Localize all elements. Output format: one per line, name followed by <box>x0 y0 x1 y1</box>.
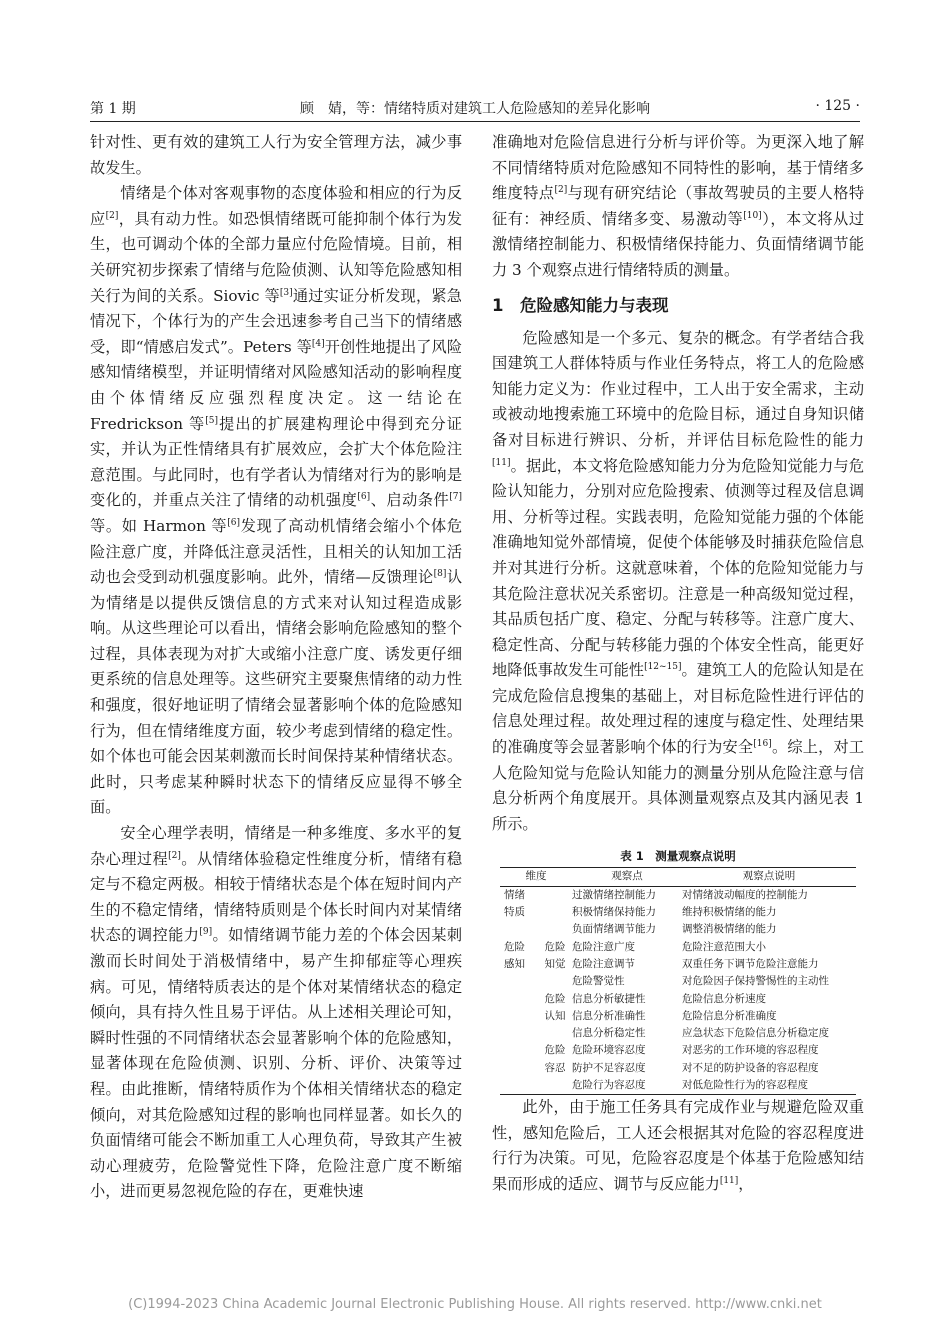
citation: [6] <box>357 492 371 503</box>
table-row <box>500 1060 856 1077</box>
sub-dimension-cell <box>538 973 572 990</box>
sub-dimension-cell <box>538 1077 572 1095</box>
observation-point-cell: 过激情绪控制能力 <box>572 888 656 901</box>
citation: [2] <box>105 210 119 221</box>
citation: [11] <box>719 1176 739 1187</box>
description-cell: 调整消极情绪的能力 <box>682 923 777 936</box>
description-cell: 对不足的防护设备的容忍程度 <box>682 1061 819 1074</box>
description-cell: 对情绪波动幅度的控制能力 <box>682 888 808 901</box>
dimension-cell <box>500 973 538 990</box>
observation-point-cell: 危险环境容忍度 <box>572 1044 646 1057</box>
dimension-cell: 特质 <box>504 906 525 919</box>
section-title: 危险感知能力与表现 <box>520 295 669 315</box>
citation: [7] <box>449 492 463 503</box>
dimension-cell: 感知 <box>504 957 525 970</box>
description-cell: 对危险因子保持警惕性的主动性 <box>682 975 829 988</box>
dimension-cell <box>500 991 538 1008</box>
table-caption: 表 1 测量观察点说明 <box>620 849 736 864</box>
sub-dimension-cell: 认知 <box>544 1009 566 1022</box>
sub-dimension-cell: 容忍 <box>544 1061 566 1074</box>
table-header: 观察点说明 <box>682 868 856 886</box>
table-row <box>500 973 856 990</box>
right-column <box>492 130 864 1198</box>
paragraph: 此外，由于施工任务具有完成作业与规避危险双重性，感知危险后，工人还会根据其对危险的容忍程度进行行为决策。可见，危险容忍度是个体基于危险感知结果而形成的适应、调节与反应能力[11]， <box>492 1098 864 1194</box>
observation-point-cell: 危险注意广度 <box>572 940 635 953</box>
dimension-cell <box>500 1060 538 1077</box>
table-row <box>500 1025 856 1042</box>
observation-point-cell: 危险行为容忍度 <box>572 1079 646 1091</box>
description-cell: 危险信息分析准确度 <box>682 1009 777 1022</box>
dimension-cell: 危险 <box>504 940 525 953</box>
observation-point-cell: 负面情绪调节能力 <box>572 923 656 936</box>
citation: [2] <box>168 850 181 861</box>
citation: [10] <box>743 210 762 221</box>
table-header: 观察点 <box>572 868 682 886</box>
sub-dimension-cell <box>538 921 572 938</box>
observation-point-cell: 危险警觉性 <box>572 975 625 988</box>
section-heading <box>492 293 864 319</box>
observation-point-cell: 信息分析敏捷性 <box>572 992 646 1005</box>
sub-dimension-cell: 知觉 <box>544 957 566 970</box>
observation-point-cell: 危险注意调节 <box>572 957 635 970</box>
sub-dimension-cell <box>538 886 572 904</box>
page-number: · 125 · <box>815 98 860 114</box>
dimension-cell <box>500 1025 538 1042</box>
description-cell: 双重任务下调节危险注意能力 <box>682 957 819 970</box>
table-row <box>500 1077 856 1095</box>
section-number: 1 <box>492 295 504 315</box>
paragraph: 安全心理学表明，情绪是一种多维度、多水平的复杂心理过程[2]。从情绪体验稳定性维度分析，情绪有稳定与不稳定两极。相较于情绪状态是个体在短时间内产生的不稳定情绪，情绪特质则是个体长时间内对某情绪状态的调控能力[9]。如情绪调节能力差的个体会因某刺激而长时间处于消极情绪中，易产生抑郁症等心理疾病。可见，情绪特质表达的是个体对某情绪状态的稳定倾向，具有持久性且易于评估。从上述相关理论可知，瞬时性强的不同情绪状态会显著影响个体的危险感知，显著体现在危险侦测、识别、分析、评价、决策等过程。由此推断，情绪特质作为个体相关情绪状态的稳定倾向，对其危险感知过程的影响也同样显著。如长久的负面情绪可能会不断加重工人心理负荷，导致其产生被动心理疲劳，危险警觉性下降，危险注意广度不断缩小，进而更易忽视危险的存在，更难快速 <box>90 824 463 1201</box>
table-row <box>500 904 856 921</box>
paragraph: 情绪是个体对客观事物的态度体验和相应的行为反应[2]，具有动力性。如恐惧情绪既可能抑制个体行为发生，也可调动个体的全部力量应付危险情境。目前，相关研究初步探索了情绪与危险侦测、认知等危险感知相关行为间的关系。Siovic 等[3]通过实证分析发现，紧急情况下，个体行为的产生会迅速参考自己当下的情绪感受，即“情感启发式”。Peters 等[4]开创性地提出了风险感知情绪模型，并证明情绪对风险感知活动的影响程度由个体情绪反应强烈程度决定。这一结论在 Fredrickson 等[5]提出的扩展建构理论中得到充分证实，并认为正性情绪具有扩展效应，会扩大个体危险注意范围。与此同时，也有学者认为情绪对行为的影响是变化的，并重点关注了情绪的动机强度[6]、启动条件[7]等。如 Harmon 等[6]发现了高动机情绪会缩小个体危险注意广度，并降低注意灵活性，且相关的认知加工活动也会受到动机强度影响。此外，情绪—反馈理论[8]认为情绪是以提供反馈信息的方式来对认知过程造成影响。从这些理论可以看出，情绪会影响危险感知的整个过程，具体表现为对扩大或缩小注意广度、诱发更仔细更系统的信息处理等。这些研究主要聚焦情绪的动力性和强度，很好地证明了情绪会显著影响个体的危险感知行为，但在情绪维度方面，较少考虑到情绪的稳定性。如个体也可能会因某刺激而长时间保持某种情绪状态。此时，只考虑某种瞬时状态下的情绪反应显得不够全面。 <box>90 184 463 817</box>
observation-point-cell: 信息分析稳定性 <box>572 1027 646 1040</box>
table-header: 维度 <box>500 868 572 886</box>
observation-point-cell: 积极情绪保持能力 <box>572 906 656 919</box>
measurement-table <box>500 867 856 1095</box>
description-cell: 对低危险性行为的容忍程度 <box>682 1079 808 1091</box>
dimension-cell <box>500 1008 538 1025</box>
table-row <box>500 921 856 938</box>
paragraph: 针对性、更有效的建筑工人行为安全管理方法，减少事故发生。 <box>90 133 462 177</box>
citation: [11] <box>492 457 511 468</box>
citation: [6] <box>227 517 241 528</box>
paragraph: 危险感知是一个多元、复杂的概念。有学者结合我国建筑工人群体特质与作业任务特点，将工人的危险感知能力定义为：作业过程中，工人出于安全需求，主动或被动地搜索施工环境中的危险目标，通过自身知识储备对目标进行辨识、分析，并评估目标危险性的能力[11]。据此，本文将危险感知能力分为危险知觉能力与危险认知能力，分别对应危险搜索、侦测等过程及信息调用、分析等过程。实践表明，危险知觉能力强的个体能准确地知觉外部情境，促使个体能够及时捕获危险信息并对其进行分析。这就意味着，个体的危险知觉能力与其危险注意状况关系密切。注意是一种高级知觉过程，其品质包括广度、稳定、分配与转移等。注意广度大、稳定性高、分配与转移能力强的个体安全性高，能更好地降低事故发生可能性[12~15]。建筑工人的危险认知是在完成危险信息搜集的基础上，对目标危险性进行评估的信息处理过程。故处理过程的速度与稳定性、处理结果的准确度等会显著影响个体的行为安全[16]。综上，对工人危险知觉与危险认知能力的测量分别从危险注意与信息分析两个角度展开。具体测量观察点及其内涵见表 1 所示。 <box>492 328 865 833</box>
citation: [16] <box>753 739 772 749</box>
sub-dimension-cell <box>538 904 572 921</box>
table-row <box>500 886 856 904</box>
observation-point-cell: 防护不足容忍度 <box>572 1061 646 1074</box>
citation: [5] <box>205 415 218 426</box>
description-cell: 应急状态下危险信息分析稳定度 <box>682 1027 829 1040</box>
description-cell: 维持积极情绪的能力 <box>682 906 777 919</box>
issue-number: 第 1 期 <box>90 101 136 117</box>
description-cell: 对恶劣的工作环境的容忍程度 <box>682 1044 819 1057</box>
table-row <box>500 956 856 973</box>
copyright-footer: (C)1994-2023 China Academic Journal Electronic Publishing House. All rights reserved. http://www.cnki.net <box>128 1297 822 1312</box>
table-header-row <box>500 868 856 886</box>
description-cell: 危险信息分析速度 <box>682 992 766 1005</box>
citation: [8] <box>433 569 447 580</box>
citation: [3] <box>279 287 293 298</box>
paragraph: 准确地对危险信息进行分析与评价等。为更深入地了解不同情绪特质对危险感知不同特性的影响，基于情绪多维度特点[2]与现有研究结论（事故驾驶员的主要人格特征有：神经质、情绪多变、易激动等[10]），本文将从过激情绪控制能力、积极情绪保持能力、负面情绪调节能力 3 个观察点进行情绪特质的测量。 <box>492 133 865 279</box>
table-row <box>500 1008 856 1025</box>
table-row <box>500 939 856 956</box>
sub-dimension-cell: 危险 <box>544 1044 566 1057</box>
sub-dimension-cell: 危险 <box>544 940 566 953</box>
citation: [9] <box>199 927 213 938</box>
description-cell: 危险注意范围大小 <box>682 940 766 953</box>
citation: [4] <box>311 338 325 349</box>
observation-point-cell: 信息分析准确性 <box>572 1009 646 1022</box>
table-row <box>500 1042 856 1059</box>
dimension-cell <box>500 921 538 938</box>
left-column <box>90 130 462 1205</box>
table-row <box>500 991 856 1008</box>
dimension-cell: 情绪 <box>504 888 525 901</box>
dimension-cell <box>500 1042 538 1059</box>
citation: [2] <box>554 185 568 196</box>
sub-dimension-cell: 危险 <box>544 992 566 1005</box>
sub-dimension-cell <box>538 1025 572 1042</box>
citation: [12~15] <box>644 662 682 673</box>
running-title: 顾 婧，等：情绪特质对建筑工人危险感知的差异化影响 <box>300 101 650 117</box>
running-header <box>90 95 860 122</box>
dimension-cell <box>500 1077 538 1095</box>
